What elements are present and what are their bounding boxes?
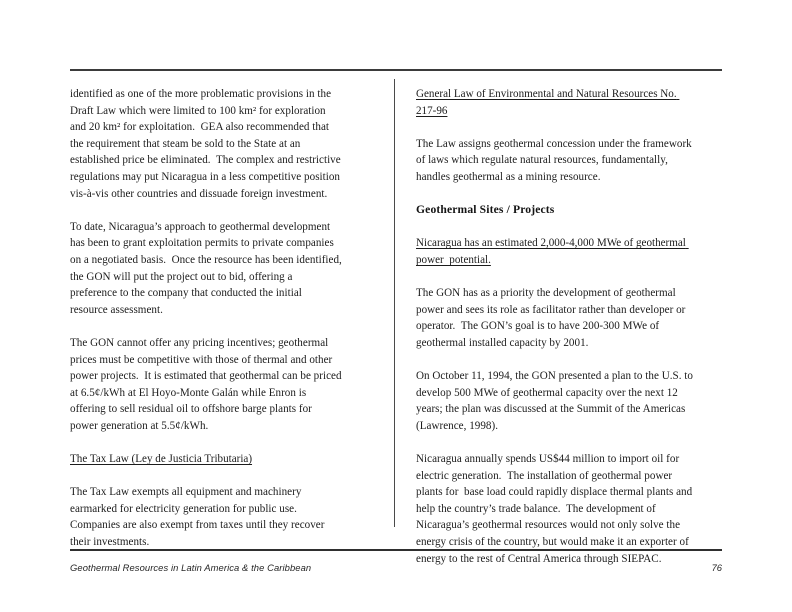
paragraph-exploitation-permits: To date, Nicaragua’s approach to geothermal development has been to grant exploitation permits to private companies on a negotiated basis. Once the resource has been identified, the GON will put the project out to bid, offering a preference to the company that conducted the initial resource assessment.	[70, 220, 345, 316]
heading-general-law-environment: General Law of Environmental and Natural Resources No. 217-96	[416, 88, 680, 117]
paragraph-oil-imports-siepac: Nicaragua annually spends US$44 million to import oil for electric generation. The installation of geothermal power plants for base load could rapidly displace thermal plants and help the country’s trade balance. The development of Nicaragua’s geothermal resources would not only solve the energy crisis of the country, but would make it an exporter of energy to the rest of Central America through SIEPAC.	[416, 453, 695, 565]
paragraph-law-assigns-concession: The Law assigns geothermal concession under the framework of laws which regulate natural resources, fundamentally, handles geothermal as a mining resource.	[416, 137, 695, 183]
paragraph-pricing-incentives: The GON cannot offer any pricing incentives; geothermal prices must be competitive with those of thermal and other power projects. It is estimated that geothermal can be priced at 6.5¢/kWh at El Hoyo-Monte Galán while Enron is offering to sell residual oil to offshore barge plants for power generation at 5.5¢/kWh.	[70, 336, 345, 432]
column-divider	[394, 79, 395, 527]
heading-tax-law: The Tax Law (Ley de Justicia Tributaria)	[70, 453, 253, 466]
paragraph-tax-law-exemptions: The Tax Law exempts all equipment and machinery earmarked for electricity generation for public use. Companies are also exempt from taxes until they recover their investments.	[70, 486, 328, 549]
left-column	[70, 86, 345, 551]
footer-page-number: 76	[711, 562, 722, 573]
paragraph-gea-draft-law: identified as one of the more problematic provisions in the Draft Law which were limited to 100 km² for exploration and 20 km² for exploitation. GEA also recommended that the requirement that steam be sold to the State at an established price be eliminated. The complex and restrictive regulations may put Nicaragua in a less competitive position vis-à-vis other countries and dissuade foreign investment.	[70, 88, 344, 200]
right-column	[416, 86, 694, 567]
page-footer	[70, 561, 722, 577]
paragraph-gon-priority: The GON has as a priority the development of geothermal power and sees its role as facilitator rather than developer or operator. The GON’s goal is to have 200-300 MWe of geothermal installed capacity by 2001.	[416, 287, 689, 349]
footer-rule	[70, 549, 722, 551]
footer-document-title: Geothermal Resources in Latin America & the Caribbean	[70, 562, 312, 573]
heading-estimated-potential: Nicaragua has an estimated 2,000-4,000 MWe of geothermal power potential.	[416, 237, 689, 266]
heading-geothermal-sites-projects: Geothermal Sites / Projects	[416, 203, 555, 217]
paragraph-october-1994-plan: On October 11, 1994, the GON presented a plan to the U.S. to develop 500 MWe of geothermal capacity over the next 12 years; the plan was discussed at the Summit of the Americas (Lawrence, 1998).	[416, 370, 696, 432]
header-rule	[70, 69, 722, 71]
